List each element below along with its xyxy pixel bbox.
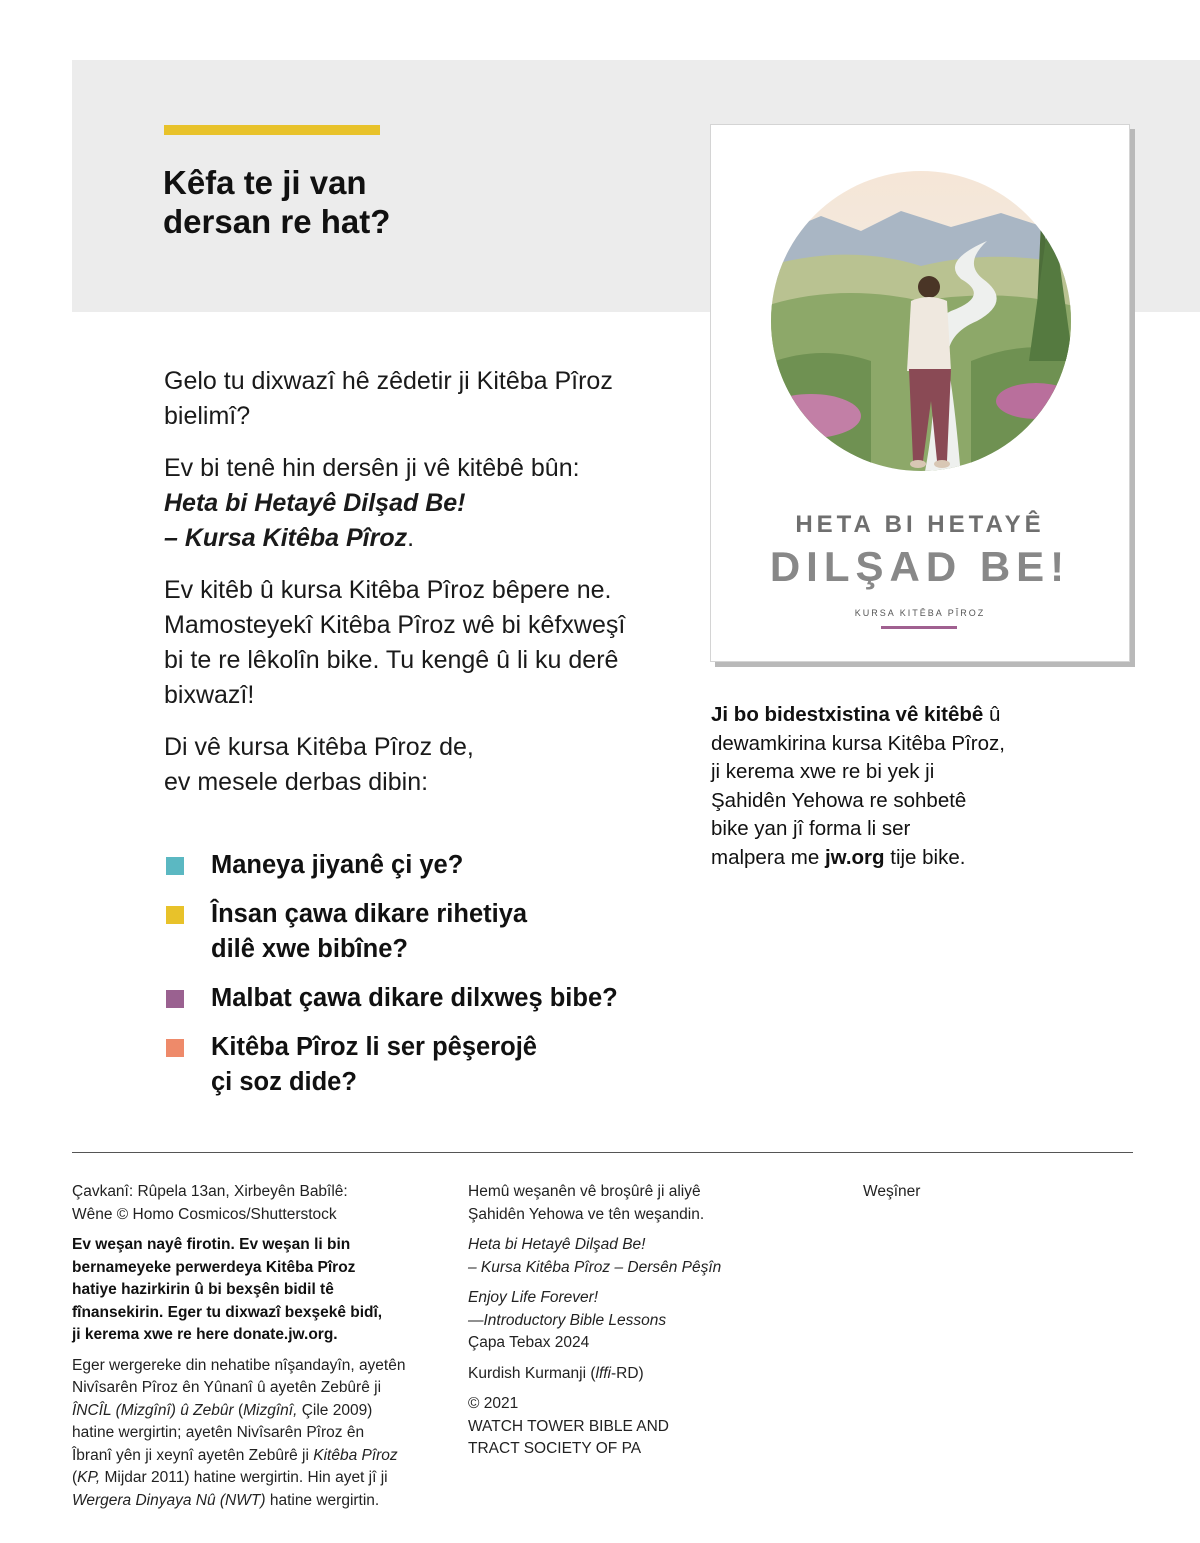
text-line: Gelo tu dixwazî hê zêdetir ji Kitêba Pîroz — [164, 367, 613, 395]
text-line: bielimî? — [164, 402, 251, 430]
publisher-note — [468, 1181, 828, 1226]
topic-text: Însan çawa dikare rihetiya — [211, 900, 528, 928]
accent-bar — [164, 125, 380, 135]
intro-paragraph — [164, 364, 684, 434]
book-subtitle: HETA BI HETAYÊ — [795, 511, 1045, 538]
donation-notice — [72, 1234, 442, 1347]
text-line — [711, 701, 1131, 730]
italic-text: Wergera Dinyaya Nû (NWT) — [72, 1491, 266, 1509]
text-line — [72, 1490, 442, 1513]
book-title-line: Heta bi Hetayê Dilşad Be! — [164, 489, 466, 517]
title-kurmanji — [468, 1234, 828, 1279]
copyright — [468, 1393, 828, 1461]
italic-text: lffi — [595, 1364, 611, 1382]
text-line: Wêne © Homo Cosmicos/Shutterstock — [72, 1205, 337, 1223]
free-course-paragraph — [164, 573, 684, 713]
topic-item — [164, 848, 684, 883]
text-line: ji kerema xwe re here donate.jw.org. — [72, 1326, 338, 1343]
text-line: ji kerema xwe re bi yek ji — [711, 760, 935, 783]
text-line — [711, 844, 1131, 873]
text-line: Mamosteyekî Kitêba Pîroz wê bi kêfxweşî — [164, 611, 626, 639]
text-line: WATCH TOWER BIBLE AND — [468, 1417, 669, 1435]
italic-text: ÎNCÎL (Mizgînî) û Zebûr — [72, 1401, 234, 1419]
topic-text: Malbat çawa dikare dilxweş bibe? — [211, 984, 618, 1012]
text-line: © 2021 — [468, 1395, 519, 1412]
topic-text: Maneya jiyanê çi ye? — [211, 851, 464, 879]
text-line: Ev weşan nayê firotin. Ev weşan li bin — [72, 1236, 351, 1253]
book-accent-line — [881, 626, 957, 629]
text: Mijdar 2011) hatine wergirtin. Hin ayet jî ji — [100, 1469, 388, 1486]
topic-text: çi soz dide? — [211, 1068, 357, 1096]
title-english — [468, 1287, 828, 1355]
book-cover — [710, 124, 1130, 662]
text: û — [983, 703, 1001, 726]
text-line: dewamkirina kursa Kitêba Pîroz, — [711, 731, 1005, 755]
man-walking-path-illustration-icon — [751, 161, 1091, 501]
text-line — [72, 1445, 442, 1468]
website-link[interactable]: jw.org — [824, 845, 885, 869]
text-line: ev mesele derbas dibin: — [164, 768, 429, 796]
text: Îbranî yên ji xeynî ayetên Zebûrê ji — [72, 1446, 314, 1464]
text-line: Ev bi tenê hin dersên ji vê kitêbê bûn: — [164, 454, 580, 482]
text-line: Hemû weşanên vê broşûrê ji aliyê — [468, 1183, 701, 1200]
text: hatine wergirtin. — [265, 1491, 380, 1509]
text-line: – Kursa Kitêba Pîroz – Dersên Pêşîn — [468, 1258, 722, 1276]
text-line: bike yan jî forma li ser — [711, 817, 911, 840]
text-line — [72, 1400, 442, 1423]
text-line: hatiye hazirkirin û bi bexşên bidil tê — [72, 1281, 334, 1298]
text-line: bixwazî! — [164, 681, 255, 709]
square-bullet-icon — [166, 1039, 184, 1057]
text-line: Şahidên Yehowa ve tên weşandin. — [468, 1205, 705, 1223]
square-bullet-icon — [166, 990, 184, 1008]
book-title: DILŞAD BE! — [769, 543, 1071, 590]
request-info — [711, 701, 1131, 872]
text: ( — [233, 1401, 244, 1419]
book-course-label: KURSA KITÊBA PÎROZ — [854, 608, 986, 618]
text: ( — [72, 1469, 78, 1486]
topic-text: dilê xwe bibîne? — [211, 935, 408, 963]
square-bullet-icon — [166, 857, 184, 875]
text-line: Enjoy Life Forever! — [468, 1289, 599, 1306]
intro-text — [164, 364, 684, 817]
italic-text: Mizgînî, — [243, 1401, 298, 1419]
text: Kurdish Kurmanji ( — [468, 1364, 596, 1382]
italic-text: KP, — [77, 1469, 101, 1486]
footer-column-2 — [468, 1181, 828, 1469]
text-line: Nivîsarên Pîroz ên Yûnanî û ayetên Zebûrê ji — [72, 1379, 382, 1396]
book-subtitle-line — [164, 521, 684, 556]
text: -RD) — [611, 1364, 644, 1382]
text-line — [72, 1467, 442, 1490]
topic-item — [164, 897, 684, 967]
topic-item — [164, 981, 684, 1016]
text-line: Şahidên Yehowa re sohbetê — [711, 788, 967, 812]
text-line: bernameyeke perwerdeya Kitêba Pîroz — [72, 1258, 356, 1276]
topic-text: Kitêba Pîroz li ser pêşerojê — [211, 1033, 537, 1061]
text-line: —Introductory Bible Lessons — [468, 1311, 667, 1329]
text: Çile 2009) — [297, 1401, 373, 1419]
text-line: TRACT SOCIETY OF PA — [468, 1440, 642, 1457]
bold-text: Ji bo bidestxistina vê kitêbê — [711, 703, 984, 726]
title-line: Kêfa te ji van — [163, 164, 367, 201]
text-line: Di vê kursa Kitêba Pîroz de, — [164, 733, 474, 761]
text-line: Eger wergereke din nehatibe nîşandayîn, ayetên — [72, 1356, 406, 1374]
page-title — [163, 163, 583, 241]
text-line: Ev kitêb û kursa Kitêba Pîroz bêpere ne. — [164, 576, 612, 604]
square-bullet-icon — [166, 906, 184, 924]
title-line: dersan re hat? — [163, 203, 391, 240]
text: tije bike. — [884, 845, 966, 869]
topic-list — [164, 848, 684, 1114]
text-line: fînansekirin. Eger tu dixwazî bexşekê bidî, — [72, 1303, 383, 1321]
text-line: Çavkanî: Rûpela 13an, Xirbeyên Babîlê: — [72, 1183, 348, 1200]
translation-note — [72, 1355, 442, 1513]
publisher-label: Weşîner — [863, 1183, 921, 1200]
text: malpera me — [711, 845, 825, 869]
image-credit — [72, 1181, 442, 1226]
lessons-paragraph — [164, 451, 684, 556]
language-code — [468, 1363, 828, 1386]
footer-divider — [72, 1152, 1133, 1153]
text-line: hatine wergirtin; ayetên Nivîsarên Pîroz ên — [72, 1424, 365, 1441]
book-subtitle-text: – Kursa Kitêba Pîroz — [164, 524, 408, 552]
text-line: bi te re lêkolîn bike. Tu kengê û li ku derê — [164, 646, 619, 674]
period: . — [407, 524, 415, 552]
topics-intro-paragraph — [164, 730, 684, 800]
printing-date: Çapa Tebax 2024 — [468, 1334, 590, 1351]
footer-column-3 — [863, 1181, 1123, 1212]
topic-item — [164, 1030, 684, 1100]
italic-text: Kitêba Pîroz — [313, 1446, 398, 1464]
text-line: Heta bi Hetayê Dilşad Be! — [468, 1236, 646, 1253]
footer-column-1 — [72, 1181, 442, 1520]
